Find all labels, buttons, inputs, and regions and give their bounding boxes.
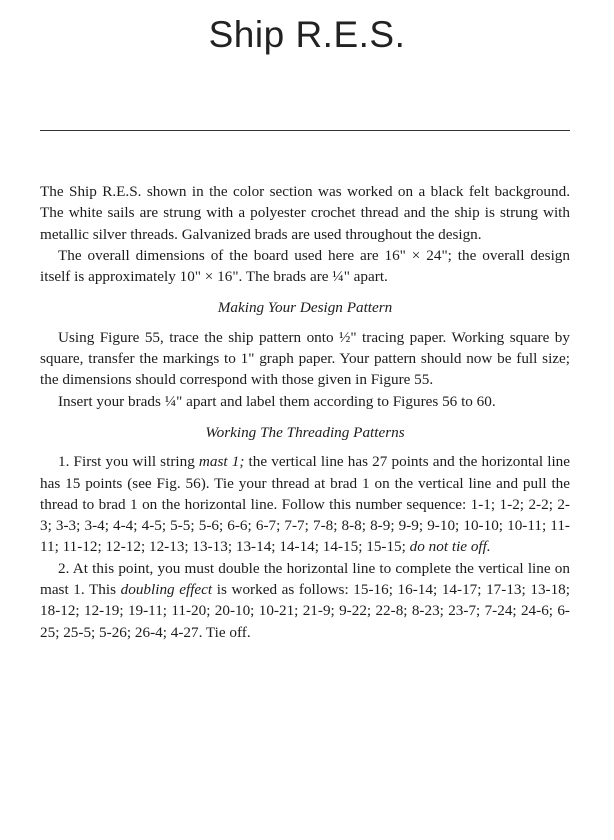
- step-2-text-b: is worked as follows: 15-16; 16-14; 14-17; 17-13; 13-18; 18-12; 12-19; 19-11; 11-20; 20-10; 10-21; 21-9; 9-22; 22-8; 8-23; 23-7; 7-24; 24-6; 6-25; 25-5; 5-26; 26-4; 4-27. Tie off.: [40, 581, 570, 641]
- brads-paragraph: Insert your brads ¼" apart and label them according to Figures 56 to 60.: [58, 392, 496, 410]
- step-1-text-a: 1. First you will string: [58, 453, 199, 471]
- article-body: [40, 181, 570, 643]
- step-1-paragraph: [40, 451, 570, 557]
- step-2-text-a: 2. At this point, you must double the horizontal line to complete the vertical line on mast 1. This: [40, 559, 570, 599]
- section-heading-threading: Working The Threading Patterns: [205, 423, 405, 441]
- step-1-text-b: the vertical line has 27 points and the horizontal line has 15 points (see Fig. 56). Tie your thread at brad 1 on the vertical line and pull the thread to brad 1 on the horizontal line. Follow this number sequence: 1-1; 1-2; 2-2; 2-3; 3-3; 3-4; 4-4; 4-5; 5-5; 5-6; 6-6; 6-7; 7-7; 7-8; 8-8; 8-9; 9-9; 9-10; 10-10; 10-11; 11-11; 11-12; 12-12; 12-13; 13-13; 13-14; 14-14; 14-15; 15-15;: [40, 453, 570, 556]
- step-1-emphasis-b: do not tie off.: [409, 538, 491, 556]
- section-heading-design-pattern: Making Your Design Pattern: [217, 299, 393, 317]
- intro-paragraph: The Ship R.E.S. shown in the color section was worked on a black felt background. The white sails are strung with a polyester crochet thread and the ship is strung with metallic silver threads. Galvanized brads are used throughout the design.: [40, 183, 570, 243]
- step-1-emphasis-a: mast 1;: [198, 453, 245, 471]
- step-2-emphasis: doubling effect: [120, 581, 213, 599]
- title-divider: [40, 130, 570, 131]
- design-pattern-paragraph: Using Figure 55, trace the ship pattern onto ½" tracing paper. Working square by square, transfer the markings to 1" graph paper. Your pattern should now be full size; the dimensions should correspond with those given in Figure 55.: [40, 328, 570, 389]
- page-title: Ship R.E.S.: [208, 14, 406, 55]
- dimensions-paragraph: The overall dimensions of the board used here are 16" × 24"; the overall design itself is approximately 10" × 16". The brads are ¼" apart.: [40, 246, 570, 286]
- step-2-paragraph: [40, 558, 570, 643]
